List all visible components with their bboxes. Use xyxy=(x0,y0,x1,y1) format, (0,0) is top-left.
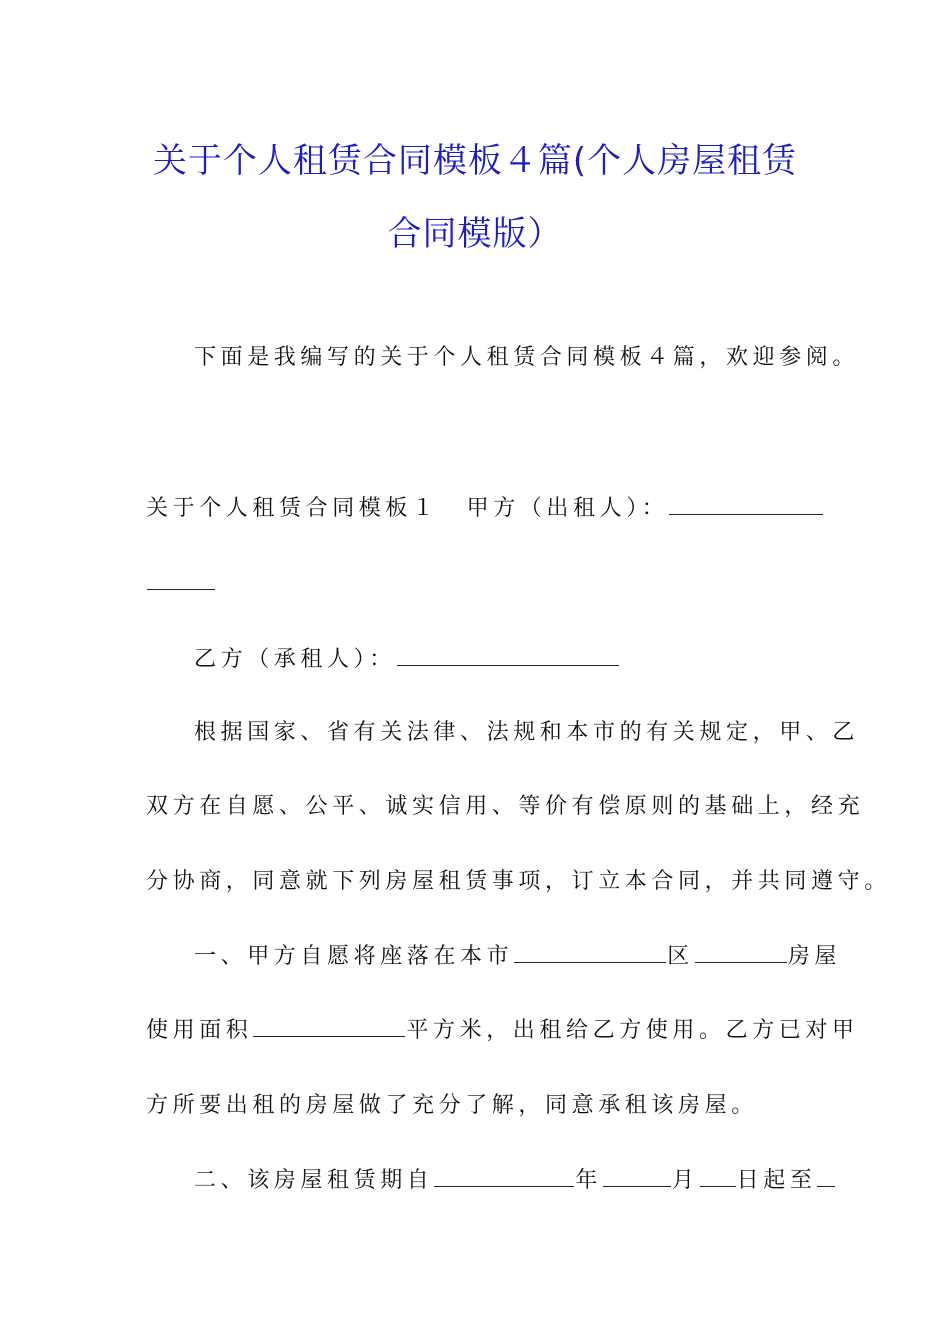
clause-1-text-a: 一、甲方自愿将座落在本市 xyxy=(194,944,514,969)
document-title-line-2: 合同模版） xyxy=(387,214,563,254)
section-1-header-line xyxy=(146,494,824,524)
clause-2-text-b: 年 xyxy=(575,1168,603,1193)
start-year-blank xyxy=(434,1166,574,1187)
party-b-line xyxy=(194,645,620,675)
basis-paragraph-line-3: 分协商，同意就下列房屋租赁事项，订立本合同，并共同遵守。 xyxy=(146,869,891,894)
clause-2-text-a: 二、该房屋租赁期自 xyxy=(194,1168,434,1193)
clause-1-line-3: 方所要出租的房屋做了充分了解，同意承租该房屋。 xyxy=(146,1093,758,1118)
start-month-blank xyxy=(603,1166,671,1187)
party-a-blank-continued xyxy=(147,569,215,590)
clause-1-text-c: 房屋 xyxy=(787,944,842,969)
basis-paragraph-line-2: 双方在自愿、公平、诚实信用、等价有偿原则的基础上，经充 xyxy=(146,794,865,819)
clause-1-line-2 xyxy=(146,1016,859,1046)
document-title-line-1: 关于个人租赁合同模板４篇(个人房屋租赁 xyxy=(152,141,798,181)
start-day-blank xyxy=(700,1166,736,1187)
area-blank xyxy=(253,1016,405,1037)
clause-1-text-b: 区 xyxy=(667,944,694,969)
party-b-label: 乙方（承租人）： xyxy=(194,647,396,672)
party-a-label: 甲方（出租人）： xyxy=(466,496,669,521)
section-1-heading: 关于个人租赁合同模板１ xyxy=(146,496,439,521)
party-a-blank xyxy=(669,494,823,515)
clause-2-line-1 xyxy=(194,1166,836,1196)
end-date-blank xyxy=(817,1166,835,1187)
clause-1-text-d: 使用面积 xyxy=(146,1018,253,1043)
district-blank xyxy=(695,942,787,963)
party-a-blank-continued-line xyxy=(146,569,216,599)
clause-1-line-1 xyxy=(194,942,841,972)
location-blank xyxy=(514,942,666,963)
party-b-blank xyxy=(397,645,619,666)
basis-paragraph-line-1: 根据国家、省有关法律、法规和本市的有关规定，甲、乙 xyxy=(194,720,860,745)
clause-1-text-e: 平方米，出租给乙方使用。乙方已对甲 xyxy=(406,1018,859,1043)
clause-2-text-d: 日起至 xyxy=(736,1168,817,1193)
clause-2-text-c: 月 xyxy=(672,1168,699,1193)
intro-paragraph: 下面是我编写的关于个人租赁合同模板４篇，欢迎参阅。 xyxy=(194,345,860,370)
